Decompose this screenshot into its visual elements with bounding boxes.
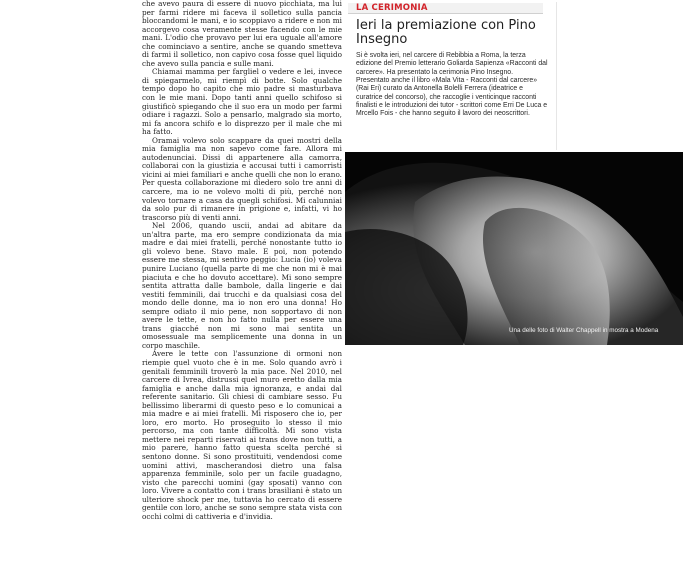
article-column [142,0,342,565]
article-paragraph-5: Avere le tette con l'assunzione di ormoni non riempie quel vuoto che è in me. Solo quando avrò i genitali femminili troverò la mia pace. Nel 2010, nel carcere di Ivrea, distrussi quel muro eretto dalla mia famiglia e anche dalla mia ignoranza, e andai dal referente sanitario. Gli chiesi di cambiare sesso. Fu bellissimo liberarmi di questo peso e lo comunicai a mia madre e ai miei fratelli. Mi risposero che io, per loro, ero morto. Ho proseguito lo stesso il mio percorso, ma con tante difficoltà. Mi sono vista mettere nei reparti riservati ai trans dove non tutti, a mio parere, hanno fatto questa scelta perché si sentono donne. Si sono prostituiti, vendendosi come uomini attivi, mascherandosi dietro una falsa apparenza femminile, solo per un facile guadagno, visto che parecchi uomini (gay sposati) vanno con loro. Vivere a contatto con i trans brasiliani è stato un ulteriore shock per me, tuttavia ho cercato di essere gentile con loro, anche se sono sempre stata vista con occhi colmi di cattiveria e d'invidia. [142,349,342,521]
sidebar-kicker: LA CERIMONIA [356,3,428,13]
article-paragraph-3: Oramai volevo solo scappare da quei mostri della mia famiglia ma non sapevo come fare. Allora mi autodenunciai. Dissi di appartenere alla camorra, collaborai con la giustizia e accusai tutti i camorristi vicini ai miei familiari e anche quelli che non lo erano. Per questa collaborazione mi diedero solo tre anni di carcere, ma io ne volevo molti di più, perché non volevo tornare a casa da quegli schifosi. Mi calunniai da solo pur di rimanere in prigione e, infatti, vi ho trascorso più di venti anni. [142,135,342,222]
photo-caption: Una delle foto di Walter Chappell in mostra a Modena [509,327,659,334]
photo-art [345,152,683,345]
sidebar-title: Ieri la premiazione con Pino Insegno [356,18,536,48]
article-paragraph-2: Chiamai mamma per fargliel o vedere e lei, invece di spiegarmelo, mi riempì di botte. Solo qualche tempo dopo ho capito che mio padre si masturbava con le mie mani. Dopo tanti anni quello schifoso si giustificò spiegando che il suo era un modo per farmi odiare i ragazzi. Solo a pensarlo, malgrado sia morto, mi fa ancora schifo e lo disprezzo per il male che mi ha fatto. [142,67,342,137]
sidebar-body: Si è svolta ieri, nel carcere di Rebibbia a Roma, la terza edizione del Premio letterario Goliarda Sapienza «Racconti dal carcere». Ha presentato la cerimonia Pino Insegno. Presentato anche il libro «Mala Vita - Racconti dal carcere» (Rai Eri) curato da Antonella Bolelli Ferrera (ideatrice e curatrice del concorso), che raccoglie i venticinque racconti finalisti e le introduzioni dei tutor - scrittori come Erri De Luca e Mrcello Fois - che hanno seguito il lavoro dei neoscrittori. [356,52,548,118]
article-paragraph-4: Nel 2006, quando uscii, andai ad abitare da un'altra parte, ma ero sempre condizionata da mia madre e dai miei fratelli, perché nonostante tutto io gli volevo bene. Stavo male. E poi, non potendo essere me stessa, mi sentivo peggio: Lucia (io) voleva punire Luciano (quella parte di me che non mi è mai piaciuta e che ho dovuto accettare). Mi sono sempre sentita attratta dalle bambole, dalla lingerie e dai vestiti femminili, dai trucchi e da qualsiasi cosa del mondo delle donne, ma io non ero una donna! Ho sempre odiato il mio pene, non sopportavo di non avere le tette, e non ho fatto nulla per essere una trans giacché non mi sono mai sentita un omosessuale ma semplicemente una donna in un corpo maschile. [142,221,342,350]
sidebar-divider [556,2,557,150]
article-paragraph-1: che avevo paura di essere di nuovo picchiata, ma lui per farmi ridere mi faceva il solletico sulla pancia bloccandomi le mani, e io scoppiavo a ridere e non mi accorgevo cosa veramente stesse facendo con le mie mani. L'odio che provavo per lui era uguale all'amore che cominciavo a sentire, anche se quando smetteva di farmi il solletico, non capivo cosa fosse quel liquido che avevo sulla pancia e sulle mani. [142,0,342,68]
photo [345,152,683,345]
